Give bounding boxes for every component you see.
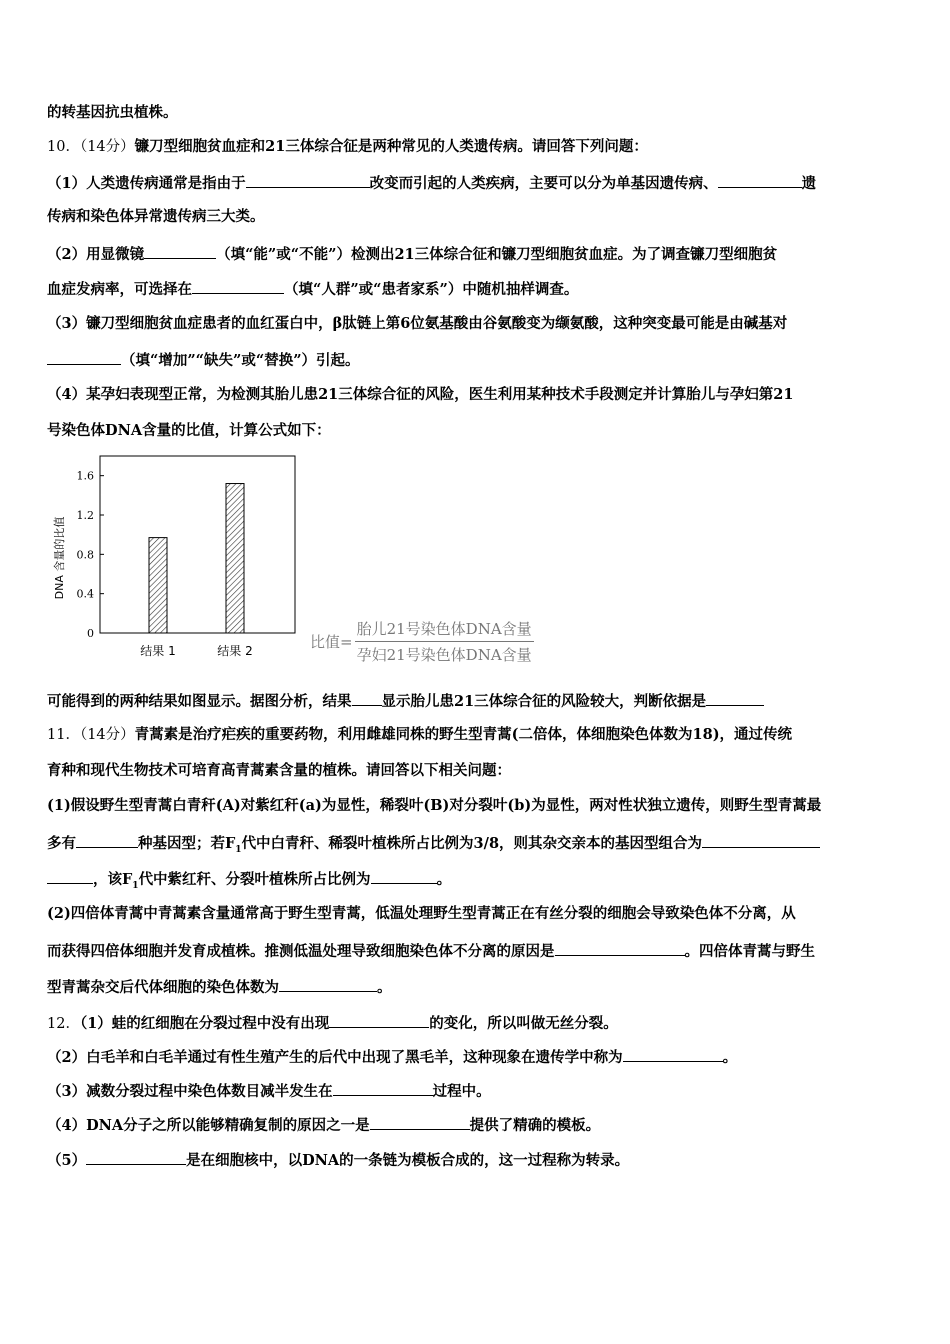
y-tick-label: 1.2	[76, 509, 94, 522]
answer-blank[interactable]	[144, 243, 216, 259]
chart-svg	[45, 448, 305, 673]
q11-number: 11．（14分）	[47, 727, 135, 743]
bar-1	[149, 538, 167, 633]
ratio-formula	[310, 618, 534, 665]
formula-label: 比值=	[310, 633, 353, 651]
q11-p2-line3: 型青蒿杂交后代体细胞的染色体数为 。	[47, 976, 907, 998]
answer-blank[interactable]	[246, 172, 370, 188]
answer-blank[interactable]	[718, 172, 802, 188]
q12-p4: （4）DNA分子之所以能够精确复制的原因之一是 提供了精确的模板。	[47, 1114, 907, 1136]
answer-blank[interactable]	[706, 690, 764, 706]
answer-blank[interactable]	[555, 940, 685, 956]
answer-blank[interactable]	[370, 1114, 470, 1130]
answer-blank[interactable]	[333, 1080, 433, 1096]
q10-p4-line2: 号染色体DNA含量的比值，计算公式如下：	[47, 422, 331, 439]
answer-blank[interactable]	[623, 1046, 723, 1062]
q12-p5: （5） 是在细胞核中，以DNA的一条链为模板合成的，这一过程称为转录。	[47, 1149, 907, 1171]
y-tick-label: 0.8	[76, 548, 94, 562]
x-category-label: 结果 2	[217, 644, 253, 658]
q12-p2: （2）白毛羊和白毛羊通过有性生殖产生的后代中出现了黑毛羊，这种现象在遗传学中称为 。	[47, 1046, 907, 1068]
q11-p1-line3: ，该$F_1$代中紫红秆、分裂叶植株所占比例为 。	[47, 868, 907, 896]
y-tick-label: 0.4	[76, 587, 94, 601]
y-tick-label: 1.6	[76, 469, 94, 483]
answer-blank[interactable]	[47, 868, 93, 884]
q10-p3-line2: （填“增加”“缺失”或“替换”）引起。	[47, 349, 907, 371]
q10-p4-line3: 可能得到的两种结果如图显示。据图分析，结果 显示胎儿患21三体综合征的风险较大，判断依据是	[47, 690, 907, 712]
formula-numerator: 胎儿21号染色体DNA含量	[355, 618, 534, 642]
q10-p2-line1: （2）用显微镜 （填“能”或“不能”）检测出21三体综合征和镰刀型细胞贫血症。为了调查镰刀型细胞贫	[47, 243, 907, 265]
q10-stem: 10．（14分）镰刀型细胞贫血症和21三体综合征是两种常见的人类遗传病。请回答下列问题：	[47, 138, 648, 155]
x-category-label: 结果 1	[140, 644, 176, 658]
q12-p3: （3）减数分裂过程中染色体数目减半发生在 过程中。	[47, 1080, 907, 1102]
q10-p1-line2: 传病和染色体异常遗传病三大类。	[47, 208, 265, 225]
q11-p2-line2: 而获得四倍体细胞并发育成植株。推测低温处理导致细胞染色体不分离的原因是 。四倍体青蒿与野生	[47, 940, 907, 962]
y-tick-label: 0	[87, 627, 94, 640]
answer-blank[interactable]	[371, 868, 437, 884]
q10-number: 10．（14分）	[47, 139, 135, 155]
q10-p2-line2: 血症发病率，可选择在 （填“人群”或“患者家系”）中随机抽样调查。	[47, 278, 907, 300]
formula-fraction	[355, 618, 534, 665]
answer-blank[interactable]	[329, 1012, 429, 1028]
q12-number: 12．	[47, 1016, 80, 1032]
q11-p1-line1: (1)假设野生型青蒿白青秆(A)对紫红秆(a)为显性，稀裂叶(B)对分裂叶(b)为显性，两对性状独立遗传，则野生型青蒿最	[47, 797, 822, 814]
answer-blank[interactable]	[192, 278, 284, 294]
plot-frame	[100, 456, 295, 633]
q10-p4-line1: （4）某孕妇表现型正常，为检测其胎儿患21三体综合征的风险，医生利用某种技术手段测定并计算胎儿与孕妇第21	[47, 386, 794, 403]
q12-p1: 12．（1）蛙的红细胞在分裂过程中没有出现 的变化，所以叫做无丝分裂。	[47, 1012, 907, 1034]
answer-blank[interactable]	[352, 690, 382, 706]
answer-blank[interactable]	[76, 832, 138, 848]
answer-blank[interactable]	[47, 349, 121, 365]
q11-p2-line1: (2)四倍体青蒿中青蒿素含量通常高于野生型青蒿，低温处理野生型青蒿正在有丝分裂的细胞会导致染色体不分离，从	[47, 905, 796, 922]
answer-blank[interactable]	[279, 976, 377, 992]
formula-denominator: 孕妇21号染色体DNA含量	[356, 646, 532, 664]
answer-blank[interactable]	[702, 832, 820, 848]
q11-p1-line2: 多有 种基因型；若$F_1$代中白青秆、稀裂叶植株所占比例为3/8，则其杂交亲本的基因型组合为	[47, 832, 907, 860]
q10-p3-line1: （3）镰刀型细胞贫血症患者的血红蛋白中，β肽链上第6位氨基酸由谷氨酸变为缬氨酸，这种突变最可能是由碱基对	[47, 315, 788, 332]
q10-p1-line1: （1）人类遗传病通常是指由于 改变而引起的人类疾病，主要可以分为单基因遗传病、 遗	[47, 172, 907, 194]
continuation-line: 的转基因抗虫植株。	[47, 104, 178, 121]
q11-stem-line1: 11．（14分）青蒿素是治疗疟疾的重要药物，利用雌雄同株的野生型青蒿(二倍体，体细胞染色体数为18)，通过传统	[47, 726, 793, 743]
bar-2	[226, 484, 244, 633]
q11-stem-line2: 育种和现代生物技术可培育高青蒿素含量的植株。请回答以下相关问题：	[47, 762, 511, 779]
y-axis-label: DNA 含量的比值	[53, 516, 66, 600]
answer-blank[interactable]	[86, 1149, 186, 1165]
